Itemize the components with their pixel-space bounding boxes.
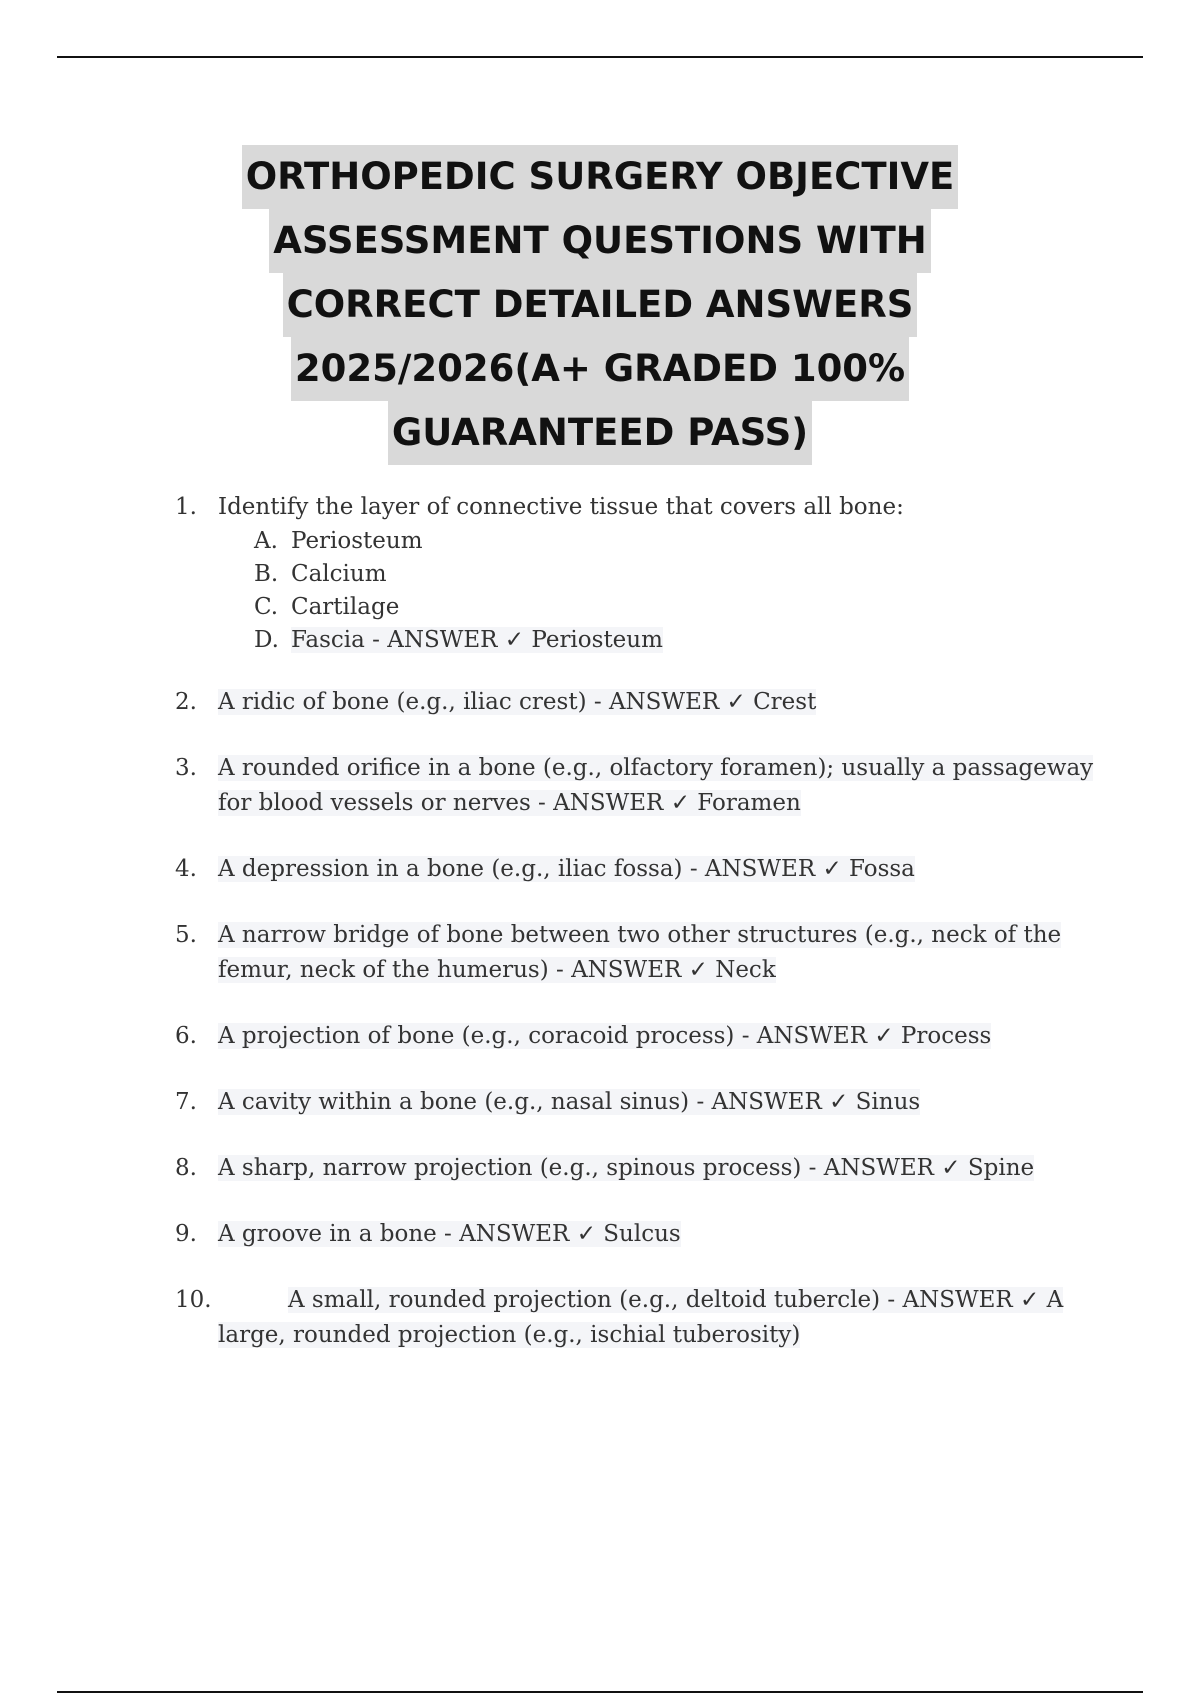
top-rule — [57, 56, 1143, 58]
option-text: Periosteum — [291, 528, 423, 554]
question-number: 2. — [175, 689, 197, 715]
option-text-answer: Fascia - ANSWER ✓ Periosteum — [291, 627, 663, 653]
question-item-7 — [175, 1085, 1095, 1120]
option-text: Cartilage — [291, 594, 400, 620]
question-item-3 — [175, 751, 1095, 821]
question-text: Identify the layer of connective tissue that covers all bone: — [218, 494, 904, 520]
question-text: A depression in a bone (e.g., iliac fossa) - ANSWER ✓ Fossa — [218, 856, 915, 882]
option-item — [254, 591, 1095, 624]
title-line: GUARANTEED PASS) — [388, 401, 812, 465]
option-item — [254, 558, 1095, 591]
question-item-10 — [175, 1283, 1095, 1353]
question-number: 9. — [175, 1221, 197, 1247]
question-item-1 — [175, 490, 1095, 657]
option-letter: C. — [254, 594, 279, 620]
question-list — [175, 490, 1095, 1384]
title-line: ORTHOPEDIC SURGERY OBJECTIVE — [242, 145, 959, 209]
question-item-6 — [175, 1019, 1095, 1054]
option-letter: B. — [254, 561, 279, 587]
question-item-9 — [175, 1217, 1095, 1252]
question-item-4 — [175, 852, 1095, 887]
question-text: A cavity within a bone (e.g., nasal sinus) - ANSWER ✓ Sinus — [218, 1089, 921, 1115]
question-text: A small, rounded projection (e.g., deltoid tubercle) - ANSWER ✓ A large, rounded projection (e.g., ischial tuberosity) — [218, 1287, 1064, 1348]
question-number: 8. — [175, 1155, 197, 1181]
option-text: Calcium — [291, 561, 387, 587]
question-text: A narrow bridge of bone between two other structures (e.g., neck of the femur, neck of the humerus) - ANSWER ✓ Neck — [218, 922, 1062, 983]
question-number: 7. — [175, 1089, 197, 1115]
option-letter: D. — [254, 627, 279, 653]
question-item-5 — [175, 918, 1095, 988]
question-text: A groove in a bone - ANSWER ✓ Sulcus — [218, 1221, 681, 1247]
title-line: CORRECT DETAILED ANSWERS — [283, 273, 918, 337]
question-text: A sharp, narrow projection (e.g., spinous process) - ANSWER ✓ Spine — [218, 1155, 1035, 1181]
question-number: 5. — [175, 922, 197, 948]
question-text: A rounded orifice in a bone (e.g., olfactory foramen); usually a passageway for blood vessels or nerves - ANSWER ✓ Foramen — [218, 755, 1094, 816]
question-number: 10. — [175, 1287, 212, 1313]
title-line: 2025/2026(A+ GRADED 100% — [291, 337, 909, 401]
document-title — [100, 145, 1100, 465]
question-item-2 — [175, 685, 1095, 720]
option-item — [254, 624, 1095, 657]
question-number: 3. — [175, 755, 197, 781]
question-text: A ridic of bone (e.g., iliac crest) - ANSWER ✓ Crest — [218, 689, 817, 715]
option-letter: A. — [254, 528, 278, 554]
question-number: 6. — [175, 1023, 197, 1049]
question-number: 1. — [175, 494, 197, 520]
question-number: 4. — [175, 856, 197, 882]
question-item-8 — [175, 1151, 1095, 1186]
title-line: ASSESSMENT QUESTIONS WITH — [269, 209, 931, 273]
option-item — [254, 525, 1095, 558]
option-list — [218, 525, 1095, 657]
bottom-rule — [57, 1691, 1143, 1693]
question-text: A projection of bone (e.g., coracoid process) - ANSWER ✓ Process — [218, 1023, 992, 1049]
